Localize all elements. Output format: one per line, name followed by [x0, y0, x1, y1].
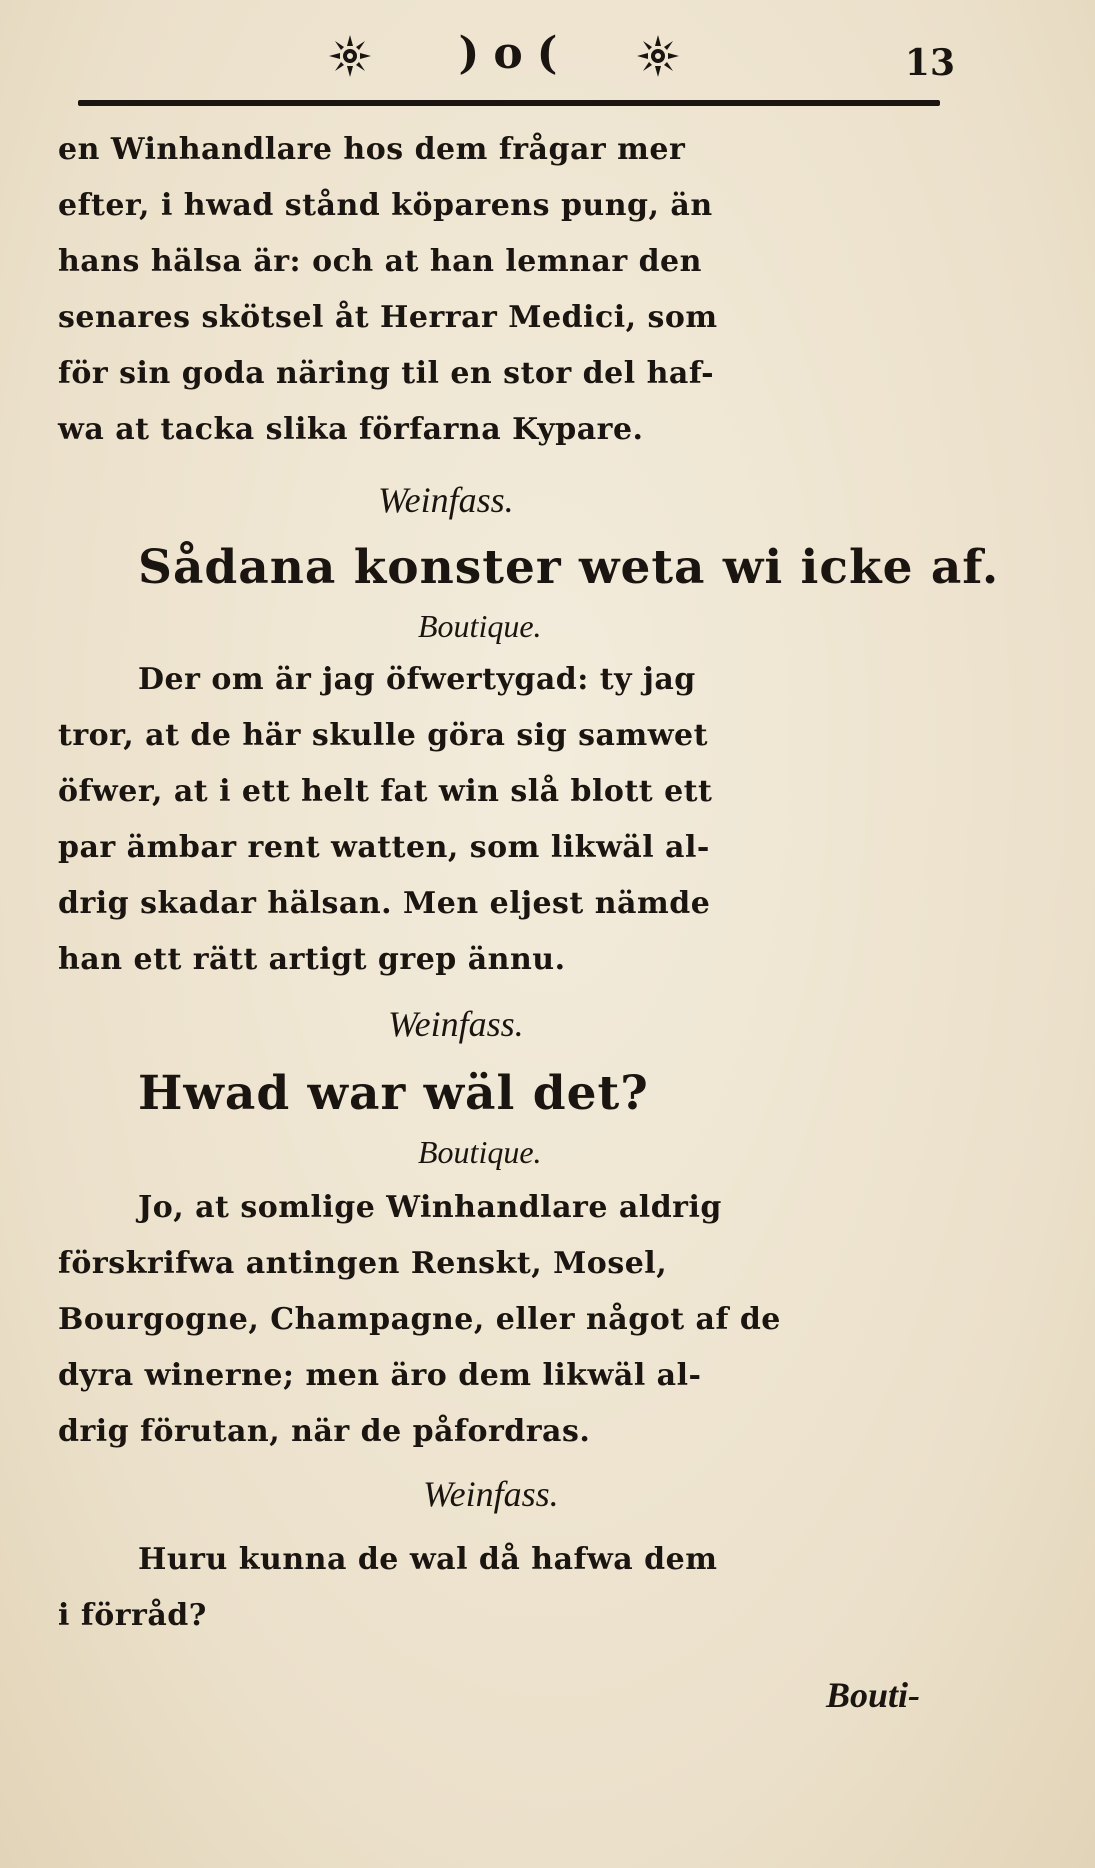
- text-line: Jo, at somlige Winhandlare aldrig: [138, 1190, 722, 1225]
- text-line: Huru kunna de wal då hafwa dem: [138, 1542, 718, 1577]
- header-rule: [78, 100, 940, 106]
- text-line: i förråd?: [58, 1598, 207, 1633]
- text-line: förskrifwa antingen Renskt, Mosel,: [58, 1246, 668, 1281]
- page-header: [75, 28, 955, 94]
- flower-ornament-icon: [327, 33, 373, 79]
- text-line: en Winhandlare hos dem frågar mer: [58, 132, 686, 167]
- text-line: Hwad war wäl det?: [138, 1066, 649, 1121]
- paragraph: [138, 1066, 958, 1122]
- text-line: Bourgogne, Champagne, eller något af de: [58, 1302, 781, 1337]
- flower-ornament-icon: [635, 33, 681, 79]
- page-number: 13: [904, 42, 955, 84]
- text-line: hans hälsa är: och at han lemnar den: [58, 244, 702, 279]
- text-line: senares skötsel åt Herrar Medici, som: [58, 300, 718, 335]
- paragraph: [58, 1532, 958, 1644]
- page-body: [58, 122, 1000, 1644]
- text-line: par ämbar rent watten, som likwäl al-: [58, 830, 710, 865]
- text-line: han ett rätt artigt grep ännu.: [58, 942, 566, 977]
- text-line: wa at tacka slika förfarna Kypare.: [58, 412, 644, 447]
- paragraph: [58, 1180, 958, 1460]
- header-mark: )o(: [458, 28, 572, 79]
- speaker-name: Boutique.: [418, 1134, 542, 1170]
- paragraph: [58, 652, 958, 988]
- text-line: Der om är jag öfwertygad: ty jag: [138, 662, 696, 697]
- speaker-name: Weinfass.: [378, 480, 514, 520]
- speaker-name: Boutique.: [418, 608, 542, 644]
- paragraph: [138, 540, 1000, 596]
- text-line: dyra winerne; men äro dem likwäl al-: [58, 1358, 702, 1393]
- text-line: för sin goda näring til en stor del haf-: [58, 356, 715, 391]
- paragraph: [58, 122, 958, 458]
- speaker-name: Weinfass.: [388, 1004, 524, 1044]
- catchword: Bouti-: [826, 1675, 921, 1715]
- text-line: efter, i hwad stånd köparens pung, än: [58, 188, 713, 223]
- speaker-name: Weinfass.: [423, 1474, 559, 1514]
- text-line: drig förutan, när de påfordras.: [58, 1414, 591, 1449]
- text-line: drig skadar hälsan. Men eljest nämde: [58, 886, 711, 921]
- text-line: öfwer, at i ett helt fat win slå blott ett: [58, 774, 713, 809]
- text-line: tror, at de här skulle göra sig samwet: [58, 718, 708, 753]
- text-line: Sådana konster weta wi icke af.: [138, 540, 1000, 595]
